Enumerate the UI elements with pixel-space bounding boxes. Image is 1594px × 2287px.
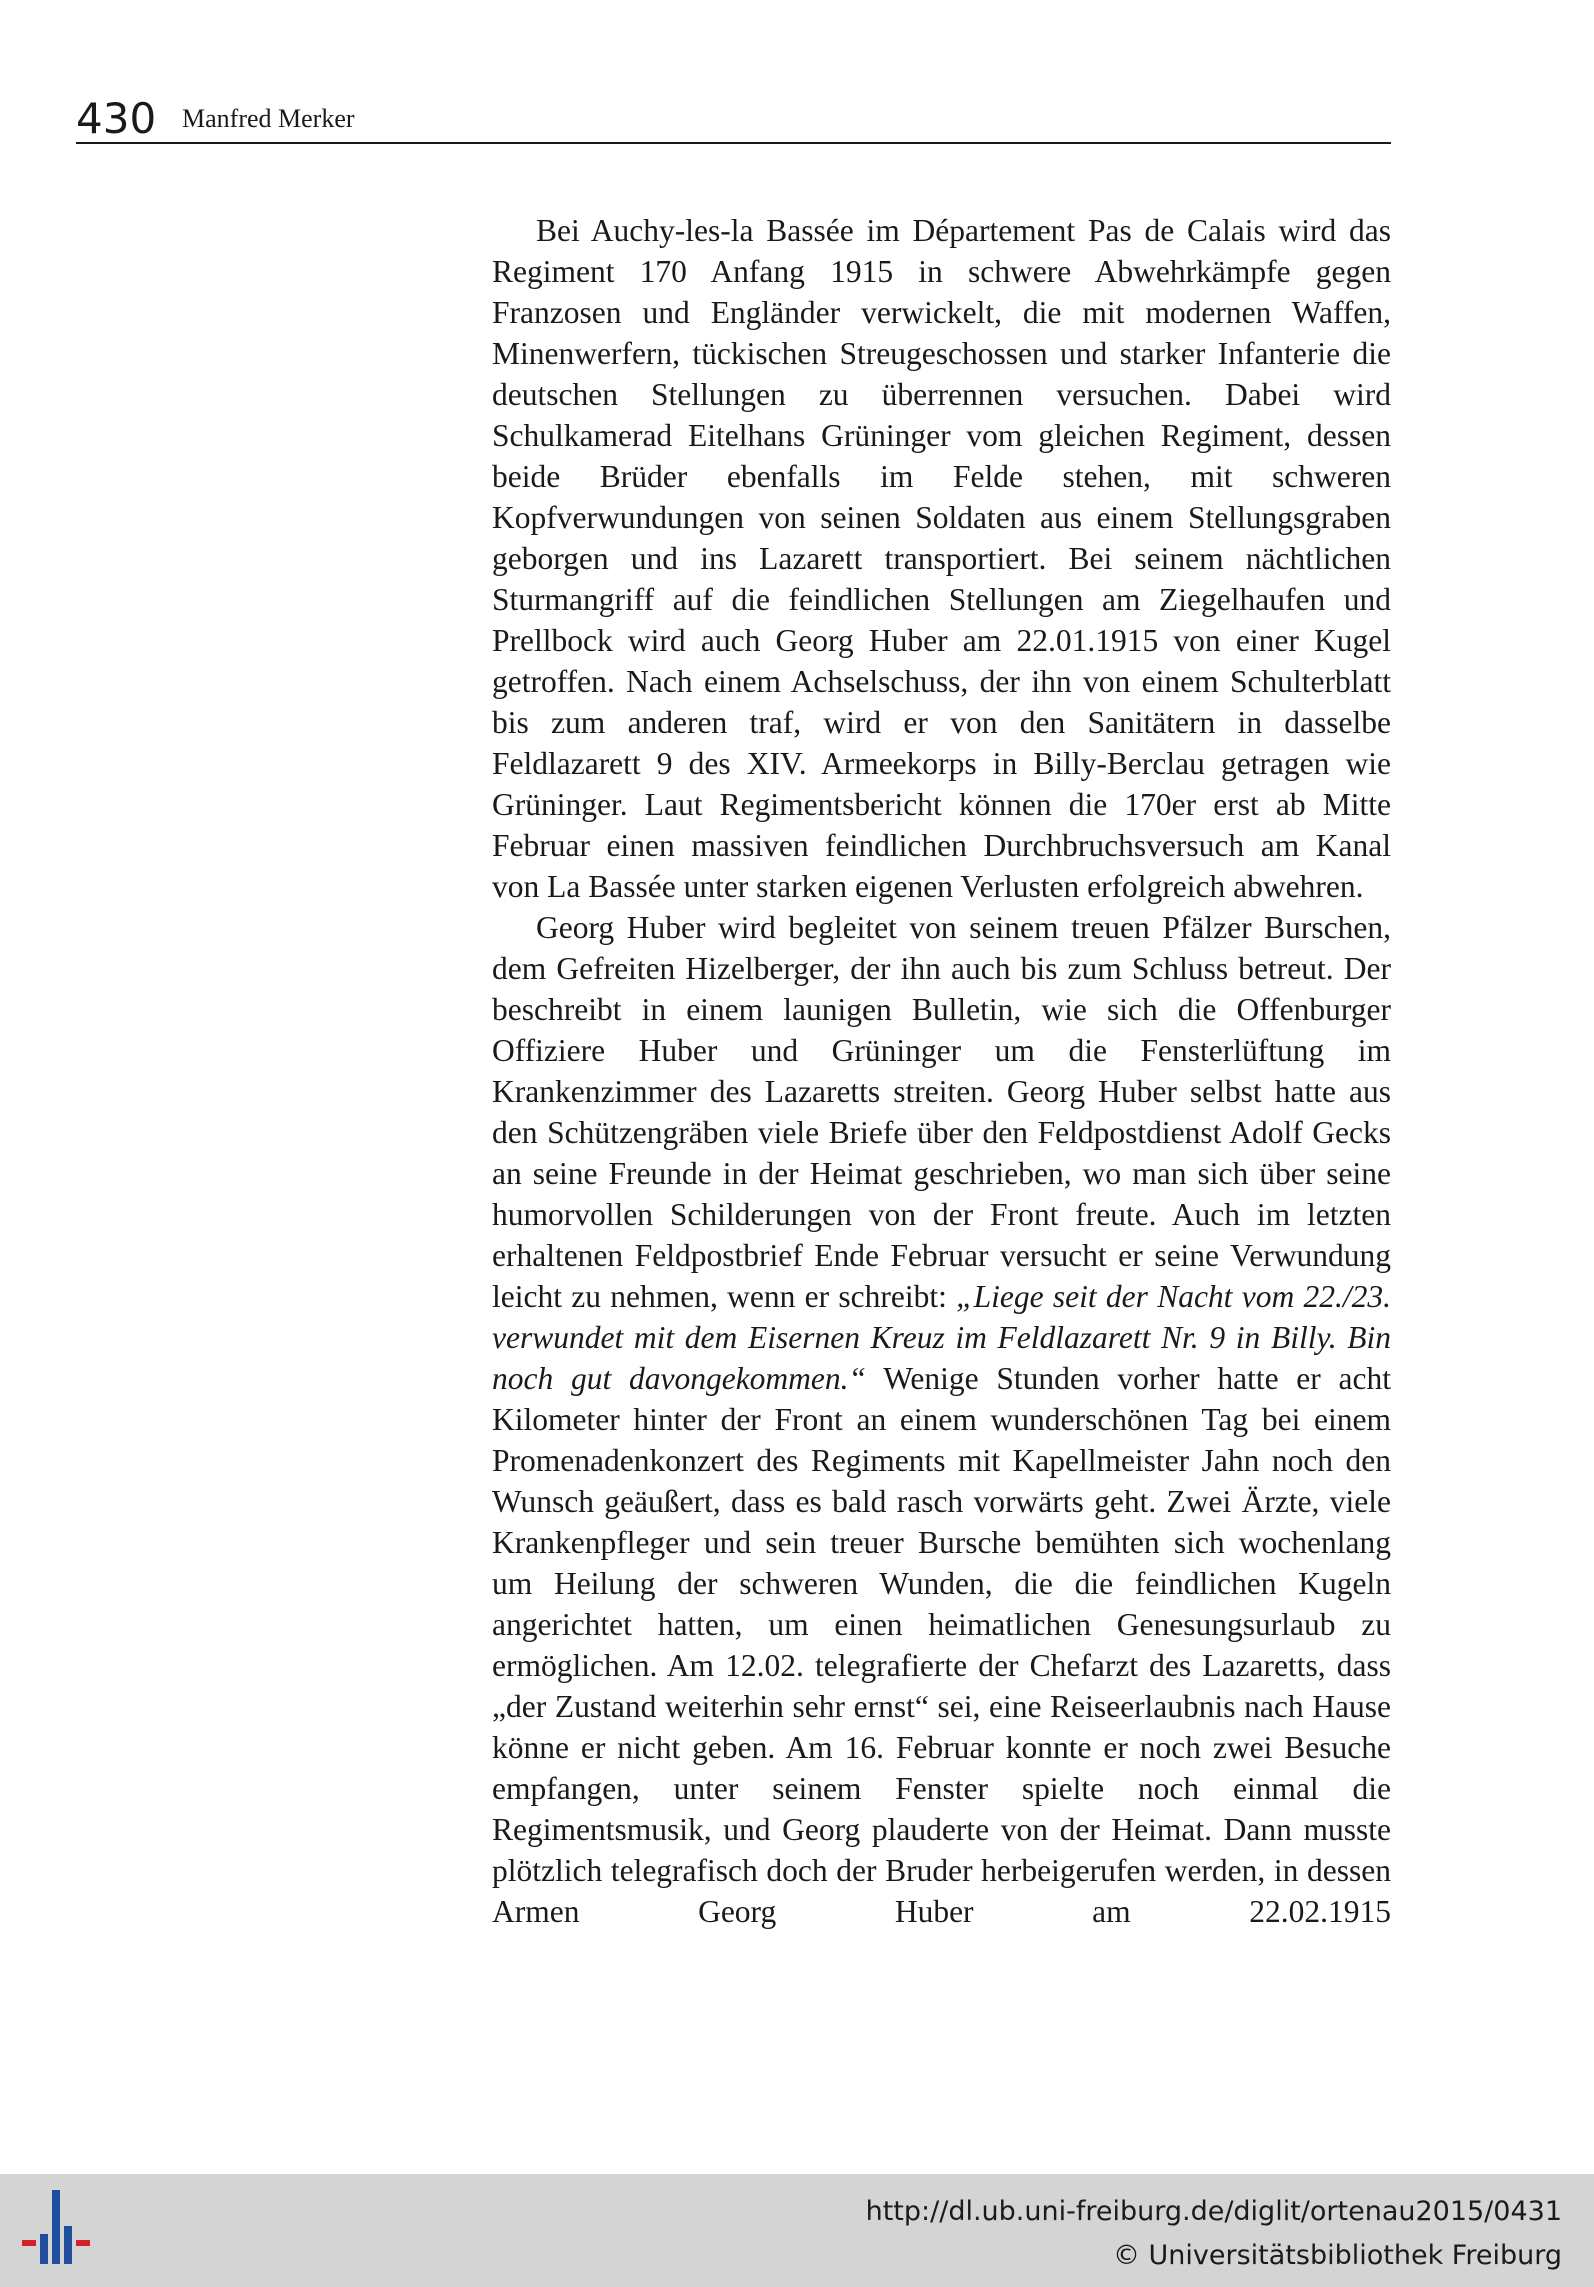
letter-quote: „Liege seit der Nacht vom 22./23. verwundet mit dem Eisernen Kreuz im Feldlazarett Nr. 9 in Billy. Bin noch gut davongekommen.“ — [492, 1279, 1391, 1396]
paragraph-text: Georg Huber wird begleitet von seinem treuen Pfälzer Burschen, dem Gefreiten Hizelberger, der ihn auch bis zum Schluss betreut. Der beschreibt in einem launigen Bulletin, wie sich die Offenburger Offiziere Huber und Grüninger um die Fensterlüftung im Krankenzimmer des Lazaretts streiten. Georg Huber selbst hatte aus den Schützengräben viele Briefe über den Feldpostdienst Adolf Gecks an seine Freunde in der Heimat geschrieben, wo man sich über seine humorvollen Schilderungen von der Front freute. Auch im letzten erhaltenen Feldpostbrief Ende Februar versucht er seine Verwundung leicht zu nehmen, wenn er schreibt: — [492, 910, 1391, 1314]
ub-freiburg-logo-icon — [20, 2186, 100, 2276]
paragraph-text: Wenige Stunden vorher hatte er acht Kilometer hinter der Front an einem wunderschönen Tag bei einem Promenadenkonzert des Regiments mit Kapellmeister Jahn noch den Wunsch geäußert, dass es bald rasch vorwärts geht. Zwei Ärzte, viele Krankenpfleger und sein treuer Bursche bemühten sich wochenlang um Heilung der schweren Wunden, die die feindlichen Kugeln angerichtet hatten, um einen heimatlichen Genesungsurlaub zu ermöglichen. Am 12.02. telegrafierte der Chefarzt des Lazaretts, dass „der Zustand weiterhin sehr ernst“ sei, eine Reiseerlaubnis nach Hause könne er nicht geben. Am 16. Februar konnte er noch zwei Besuche empfangen, unter seinem Fenster spielte noch einmal die Regimentsmusik, und Georg plauderte von der Heimat. Dann musste plötzlich telegrafisch doch der Bruder herbeigerufen werden, in dessen Armen Georg Huber am 22.02.1915 — [492, 1361, 1391, 1929]
footer-bar — [0, 2174, 1594, 2287]
page-number: 430 — [76, 94, 157, 143]
digital-library-link[interactable]: http://dl.ub.uni-freiburg.de/diglit/ortenau2015/0431 — [865, 2196, 1562, 2227]
paragraph: Bei Auchy-les-la Bassée im Département Pas de Calais wird das Regiment 170 Anfang 1915 in schwere Abwehrkämpfe gegen Franzosen und Engländer verwickelt, die mit modernen Waffen, Minenwerfern, tückischen Streugeschossen und starker Infanterie die deutschen Stellungen zu überrennen versuchen. Dabei wird Schulkamerad Eitelhans Grüninger vom gleichen Regiment, dessen beide Brüder ebenfalls im Felde stehen, mit schweren Kopfverwundungen von seinen Soldaten aus einem Stellungsgraben geborgen und ins Lazarett transportiert. Bei seinem nächtlichen Sturmangriff auf die feindlichen Stellungen am Ziegelhaufen und Prellbock wird auch Georg Huber am 22.01.1915 von einer Kugel getroffen. Nach einem Achselschuss, der ihn von einem Schulterblatt bis zum anderen traf, wird er von den Sanitätern in dasselbe Feldlazarett 9 des XIV. Armeekorps in Billy-Berclau getragen wie Grüninger. Laut Regimentsbericht können die 170er erst ab Mitte Februar einen massiven feindlichen Durchbruchsversuch am Kanal von La Bassée unter starken eigenen Verlusten erfolgreich abwehren. — [492, 213, 1391, 904]
copyright-notice: © Universitätsbibliothek Freiburg — [1112, 2240, 1562, 2271]
paragraph — [492, 907, 1391, 1932]
body-text-column — [492, 210, 1391, 1932]
running-head-author: Manfred Merker — [182, 104, 355, 133]
page-header — [76, 94, 1391, 144]
